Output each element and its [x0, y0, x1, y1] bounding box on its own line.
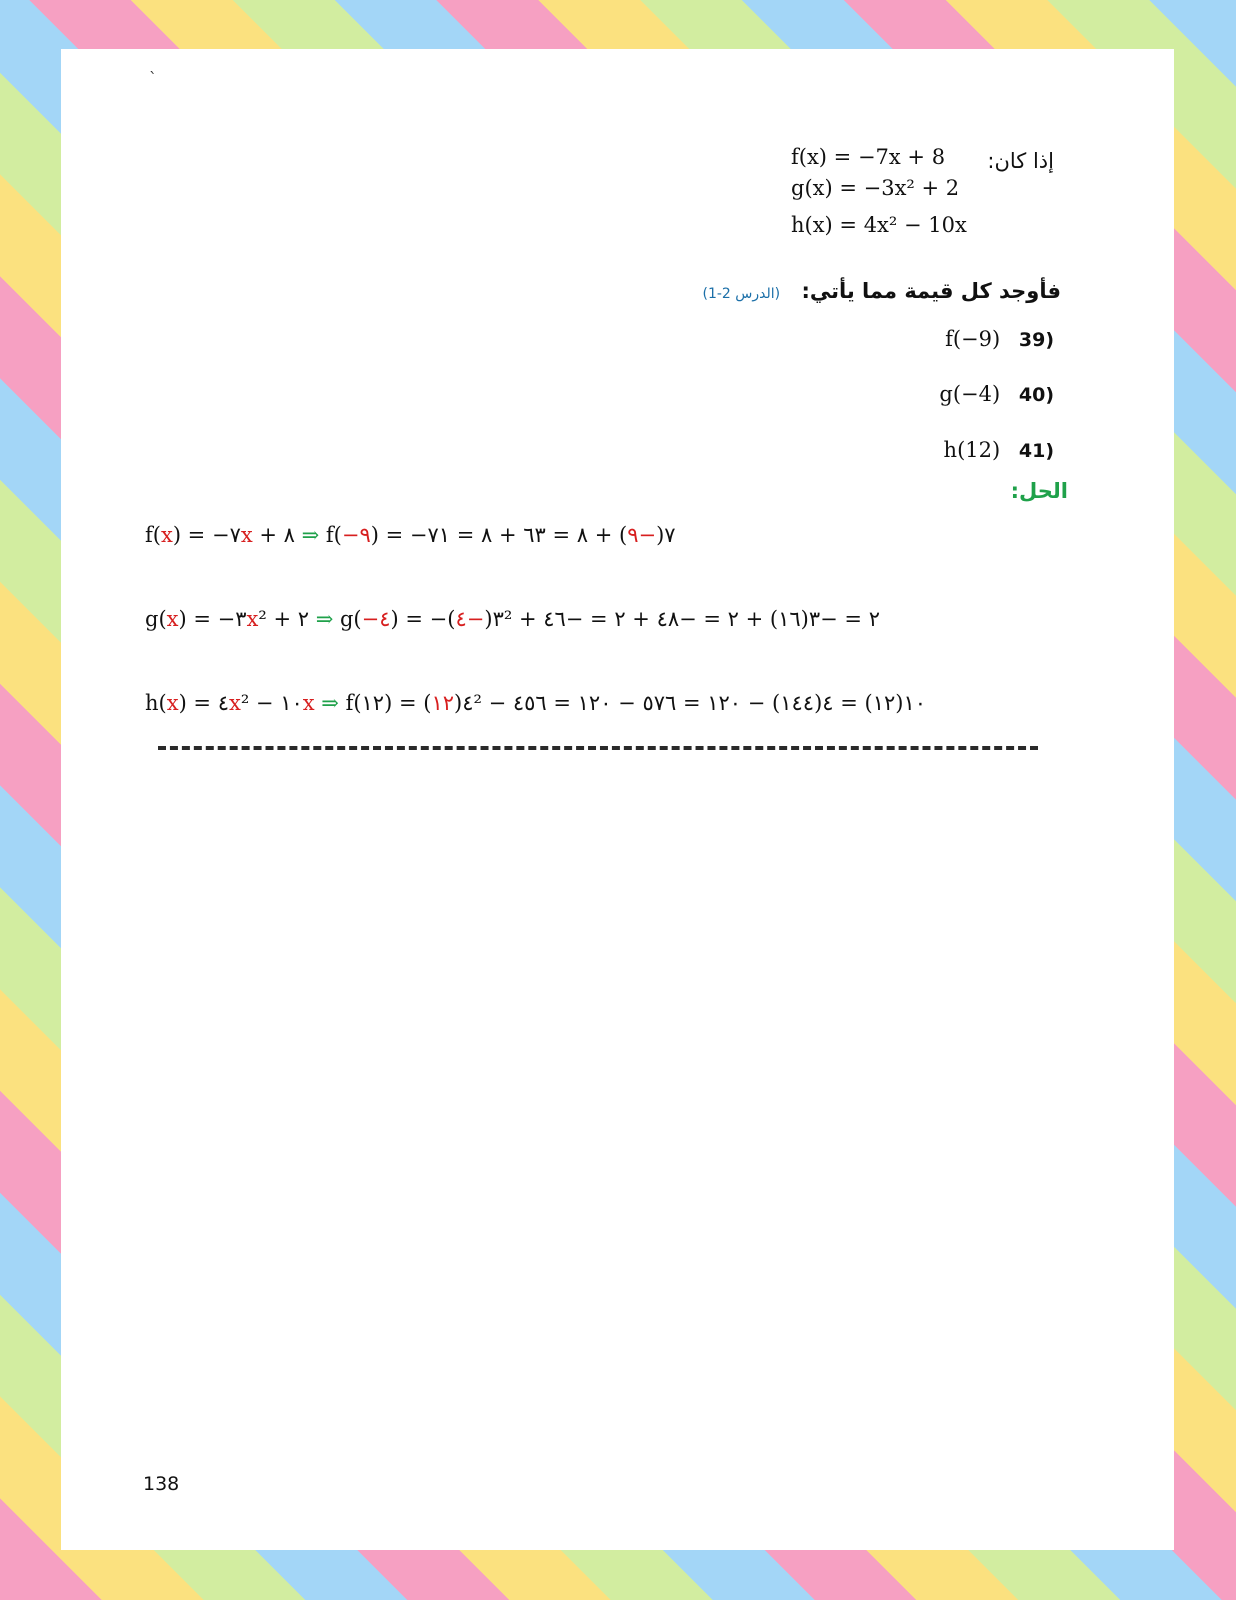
eq-part: g( [145, 607, 167, 631]
eq-value: −٩ [627, 523, 657, 547]
prompt-text: فأوجد كل قيمة مما يأتي: [801, 279, 1061, 303]
eq-variable: x [166, 607, 179, 631]
function-h: h(x) = 4x² − 10x [791, 213, 967, 237]
eq-part: )² − ١٠(١٢) = ٤(١٤٤) − ١٢٠ = ٥٧٦ − ١٢٠ = ٤٥٦ [423, 691, 927, 715]
page [61, 49, 1174, 1550]
eq-part: ) + ٨ = ٦٣ + ٨ = ٧١ [427, 523, 628, 547]
question-expr: h(12) [943, 438, 1001, 462]
eq-variable: x [166, 691, 179, 715]
eq-part: ) = −٣ [178, 607, 247, 631]
eq-part: ) = −٣( [390, 607, 504, 631]
condition-label: إذا كان: [987, 149, 1054, 173]
eq-part: h( [145, 691, 167, 715]
tick-mark: ` [149, 69, 157, 88]
question-expr: g(−4) [939, 382, 1001, 406]
implies-arrow: ⇒ [301, 523, 320, 547]
question-41 [944, 438, 1054, 462]
question-number: 39) [1018, 329, 1054, 351]
eq-part: ) = ٤ [178, 691, 229, 715]
dashed-separator [158, 746, 1038, 750]
function-g: g(x) = −3x² + 2 [791, 176, 960, 200]
eq-part: ) = −٧( [370, 523, 676, 547]
eq-variable: x [228, 691, 241, 715]
lesson-reference: (الدرس 2-1) [702, 286, 781, 302]
implies-arrow: ⇒ [314, 691, 339, 715]
solution-line-1 [145, 523, 676, 547]
eq-part: f(١٢) = ٤( [338, 691, 474, 715]
question-prompt [702, 279, 1061, 303]
solution-label: الحل: [1010, 479, 1068, 503]
eq-part: f( [145, 523, 161, 547]
question-40 [939, 382, 1054, 406]
eq-part: ² − ١٠ [240, 691, 303, 715]
eq-part: ² + ٢ [258, 607, 316, 631]
eq-value: ١٢ [431, 691, 454, 715]
page-number: 138 [143, 1473, 180, 1495]
eq-value: −٩ [341, 523, 371, 547]
eq-variable: x [302, 691, 315, 715]
question-expr: f(−9) [945, 327, 1001, 351]
question-39 [945, 327, 1054, 351]
implies-arrow: ⇒ [315, 607, 334, 631]
eq-variable: x [160, 523, 173, 547]
solution-line-3 [145, 691, 926, 715]
eq-variable: x [246, 607, 259, 631]
solution-line-2 [145, 607, 880, 631]
eq-value: −٤ [455, 607, 485, 631]
eq-part: + ٨ [252, 523, 302, 547]
question-number: 40) [1018, 384, 1054, 406]
eq-part: g( [333, 607, 362, 631]
eq-part: f( [319, 523, 342, 547]
function-f: f(x) = −7x + 8 [791, 145, 946, 169]
eq-part: ) = −٧ [172, 523, 241, 547]
question-number: 41) [1018, 440, 1054, 462]
eq-value: −٤ [361, 607, 391, 631]
eq-part: )² + ٢ = −٣(١٦) + ٢ = −٤٨ + ٢ = −٤٦ [447, 607, 880, 631]
eq-variable: x [240, 523, 253, 547]
